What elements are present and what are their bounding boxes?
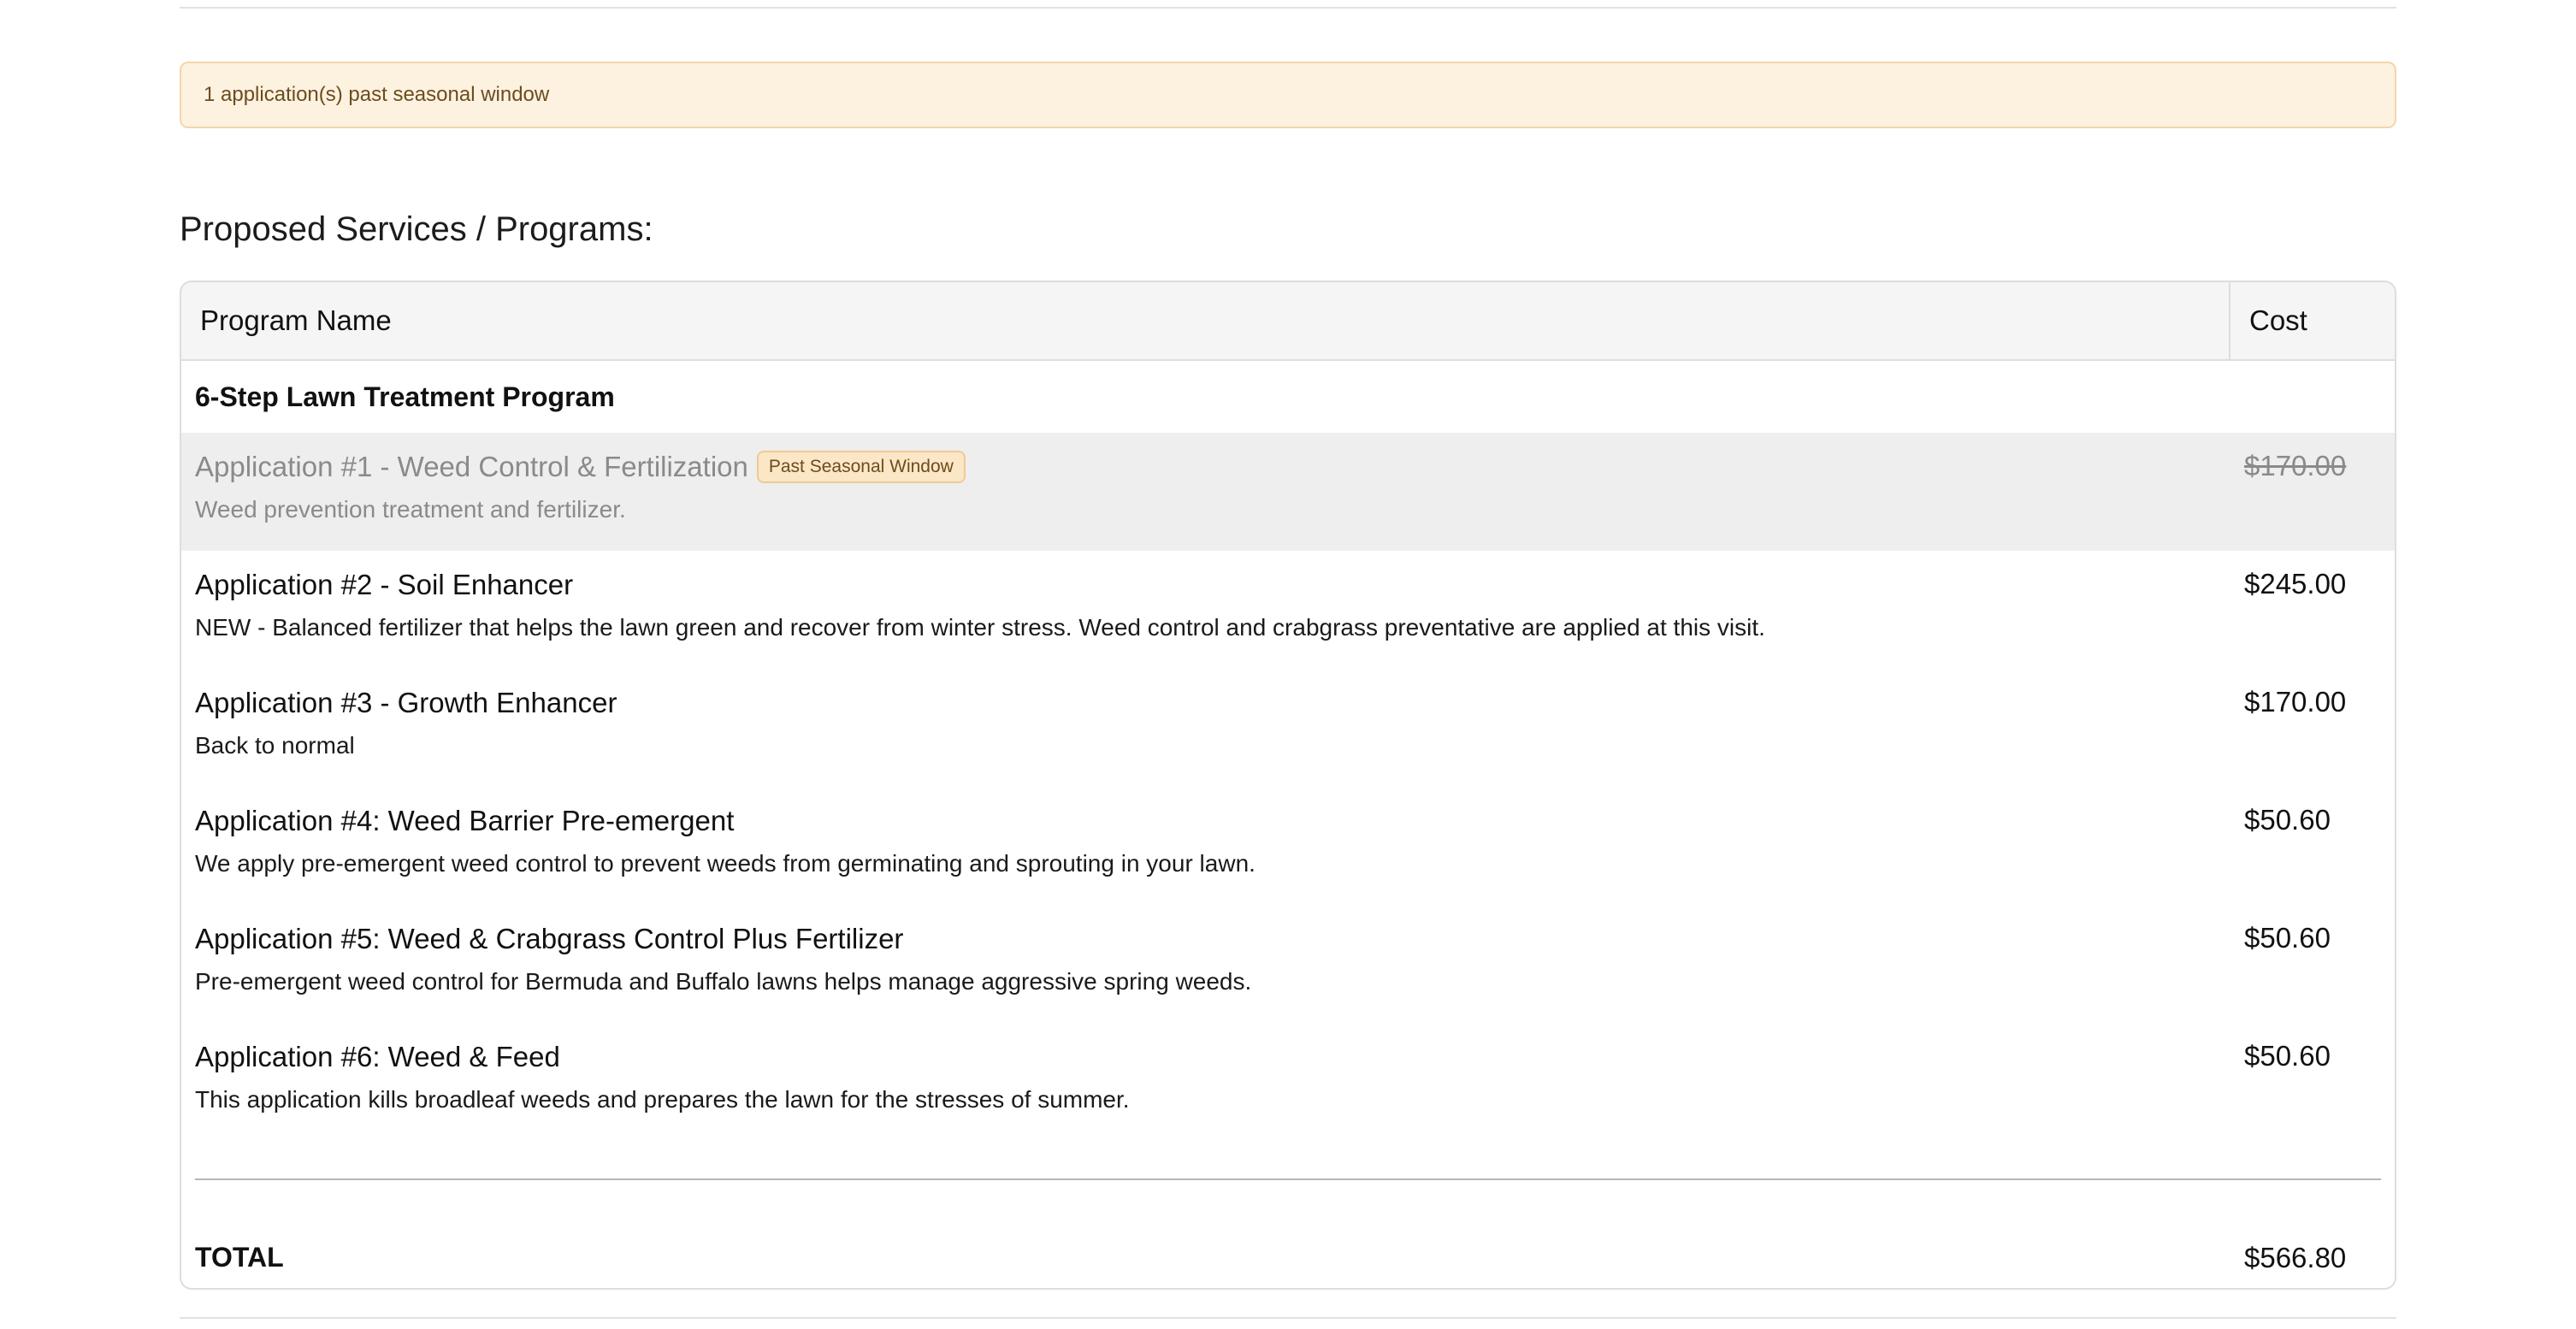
application-title-wrap (195, 450, 2381, 484)
application-description: We apply pre-emergent weed control to prevent weeds from germinating and sprouting in your lawn. (195, 850, 1256, 877)
application-row-5 (181, 905, 2395, 1023)
application-row-6 (181, 1023, 2395, 1141)
application-title: Application #6: Weed & Feed (195, 1041, 560, 1072)
top-divider (180, 7, 2396, 9)
table-header (181, 282, 2395, 361)
application-row-3 (181, 669, 2395, 787)
alert-message: 1 application(s) past seasonal window (204, 83, 550, 106)
application-description: Pre-emergent weed control for Bermuda and Buffalo lawns helps manage aggressive spring weeds. (195, 968, 1252, 995)
seasonal-window-alert (180, 62, 2396, 128)
application-description: Weed prevention treatment and fertilizer. (195, 496, 626, 523)
application-title: Application #2 - Soil Enhancer (195, 569, 574, 600)
programs-table (180, 281, 2396, 1290)
application-title: Application #3 - Growth Enhancer (195, 687, 617, 718)
total-label: TOTAL (195, 1242, 284, 1273)
application-cost: $170.00 (2244, 450, 2347, 481)
application-description: NEW - Balanced fertilizer that helps the lawn green and recover from winter stress. Weed control and crabgrass preventative are applied at this visit. (195, 614, 1765, 641)
bottom-divider (180, 1317, 2396, 1319)
application-cost: $245.00 (2244, 568, 2347, 600)
application-cost: $50.60 (2244, 922, 2331, 954)
application-row-1 (181, 433, 2395, 551)
application-row-2 (181, 551, 2395, 669)
application-cost: $50.60 (2244, 804, 2331, 836)
application-title: Application #5: Weed & Crabgrass Control Plus Fertilizer (195, 923, 904, 954)
program-name-row (181, 361, 2395, 433)
application-cost: $170.00 (2244, 686, 2347, 718)
application-title: Application #1 - Weed Control & Fertilization (195, 451, 748, 482)
section-title: Proposed Services / Programs: (180, 210, 653, 248)
total-divider (195, 1178, 2381, 1180)
program-name: 6-Step Lawn Treatment Program (195, 381, 615, 412)
application-description: This application kills broadleaf weeds and prepares the lawn for the stresses of summer. (195, 1086, 1130, 1113)
application-row-4 (181, 787, 2395, 905)
application-title: Application #4: Weed Barrier Pre-emergent (195, 805, 735, 836)
application-description: Back to normal (195, 732, 355, 759)
past-seasonal-window-badge: Past Seasonal Window (757, 451, 966, 483)
application-cost: $50.60 (2244, 1040, 2331, 1072)
column-header-program-name: Program Name (181, 282, 2230, 359)
column-header-cost: Cost (2249, 304, 2307, 336)
total-value: $566.80 (2244, 1242, 2347, 1273)
